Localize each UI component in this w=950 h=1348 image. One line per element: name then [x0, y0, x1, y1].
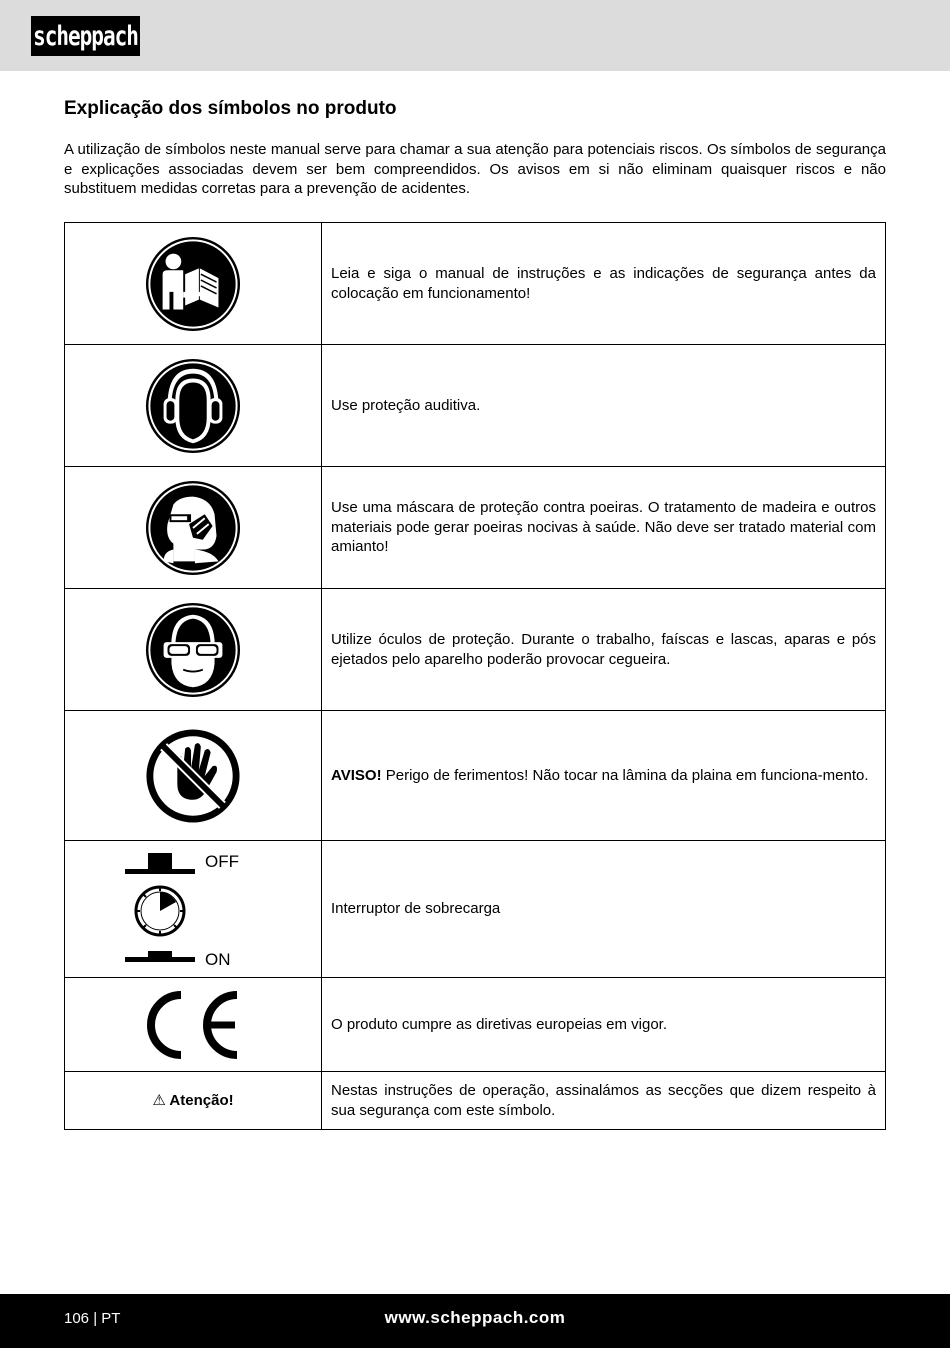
symbol-description: Interruptor de sobrecarga — [331, 900, 501, 918]
icon-cell — [65, 345, 322, 467]
description-cell — [322, 467, 886, 589]
no-touch-blade-icon — [144, 727, 242, 825]
description-cell — [322, 589, 886, 711]
icon-cell — [65, 841, 322, 978]
safety-goggles-icon — [144, 601, 242, 699]
warning-triangle-icon: ⚠ Atenção! — [152, 1091, 234, 1109]
icon-cell — [65, 978, 322, 1072]
symbol-description: O produto cumpre as diretivas europeias em vigor. — [331, 1015, 667, 1033]
page-number: 106 | PT — [64, 1310, 121, 1327]
footer-band — [0, 1294, 950, 1348]
symbol-description: Perigo de ferimentos! Não tocar na lâmina da plaina em funciona-mento. — [381, 766, 869, 784]
table-row — [65, 589, 886, 711]
symbol-description: Nestas instruções de operação, assinalámos as secções que dizem respeito à sua segurança com este símbolo. — [331, 1082, 876, 1119]
description-cell — [322, 223, 886, 345]
ce-mark-icon — [143, 989, 243, 1061]
header-band — [0, 0, 950, 71]
on-label: ON — [205, 950, 231, 969]
brand-logo: scheppach — [31, 16, 140, 56]
description-cell — [322, 841, 886, 978]
description-cell — [322, 1072, 886, 1130]
table-row — [65, 841, 886, 978]
read-manual-icon — [144, 235, 242, 333]
table-row — [65, 467, 886, 589]
website-link[interactable]: www.scheppach.com — [384, 1308, 566, 1327]
dust-mask-icon — [144, 479, 242, 577]
symbols-table — [64, 222, 886, 1130]
table-row — [65, 345, 886, 467]
symbol-description: Use proteção auditiva. — [331, 396, 481, 414]
section-title: Explicação dos símbolos no produto — [64, 98, 397, 119]
symbol-description: Utilize óculos de proteção. Durante o trabalho, faíscas e lascas, aparas e pós ejetados pelo aparelho poderão provocar cegueira. — [331, 631, 876, 668]
description-cell — [322, 978, 886, 1072]
hearing-protection-icon — [144, 357, 242, 455]
icon-cell — [65, 467, 322, 589]
description-cell — [322, 711, 886, 841]
overload-switch-icon — [123, 847, 263, 971]
symbol-description: Leia e siga o manual de instruções e as indicações de segurança antes da colocação em funcionamento! — [331, 265, 876, 302]
table-row — [65, 978, 886, 1072]
intro-paragraph: A utilização de símbolos neste manual serve para chamar a sua atenção para potenciais riscos. Os símbolos de segurança e explicações associadas devem ser bem compreendidos. Os avisos em si não eliminam quaisquer riscos e não substituem medidas corretas para a prevenção de acidentes. — [64, 141, 886, 197]
icon-cell — [65, 223, 322, 345]
table-row — [65, 1072, 886, 1130]
icon-cell — [65, 1072, 322, 1130]
warning-label: AVISO! — [331, 766, 382, 784]
icon-cell — [65, 711, 322, 841]
symbol-description: Use uma máscara de proteção contra poeiras. O tratamento de madeira e outros materiais pode gerar poeiras nocivas à saúde. Não deve ser tratado material com amianto! — [331, 499, 876, 556]
off-label: OFF — [205, 852, 239, 871]
table-row — [65, 711, 886, 841]
table-row — [65, 223, 886, 345]
description-cell — [322, 345, 886, 467]
icon-cell — [65, 589, 322, 711]
